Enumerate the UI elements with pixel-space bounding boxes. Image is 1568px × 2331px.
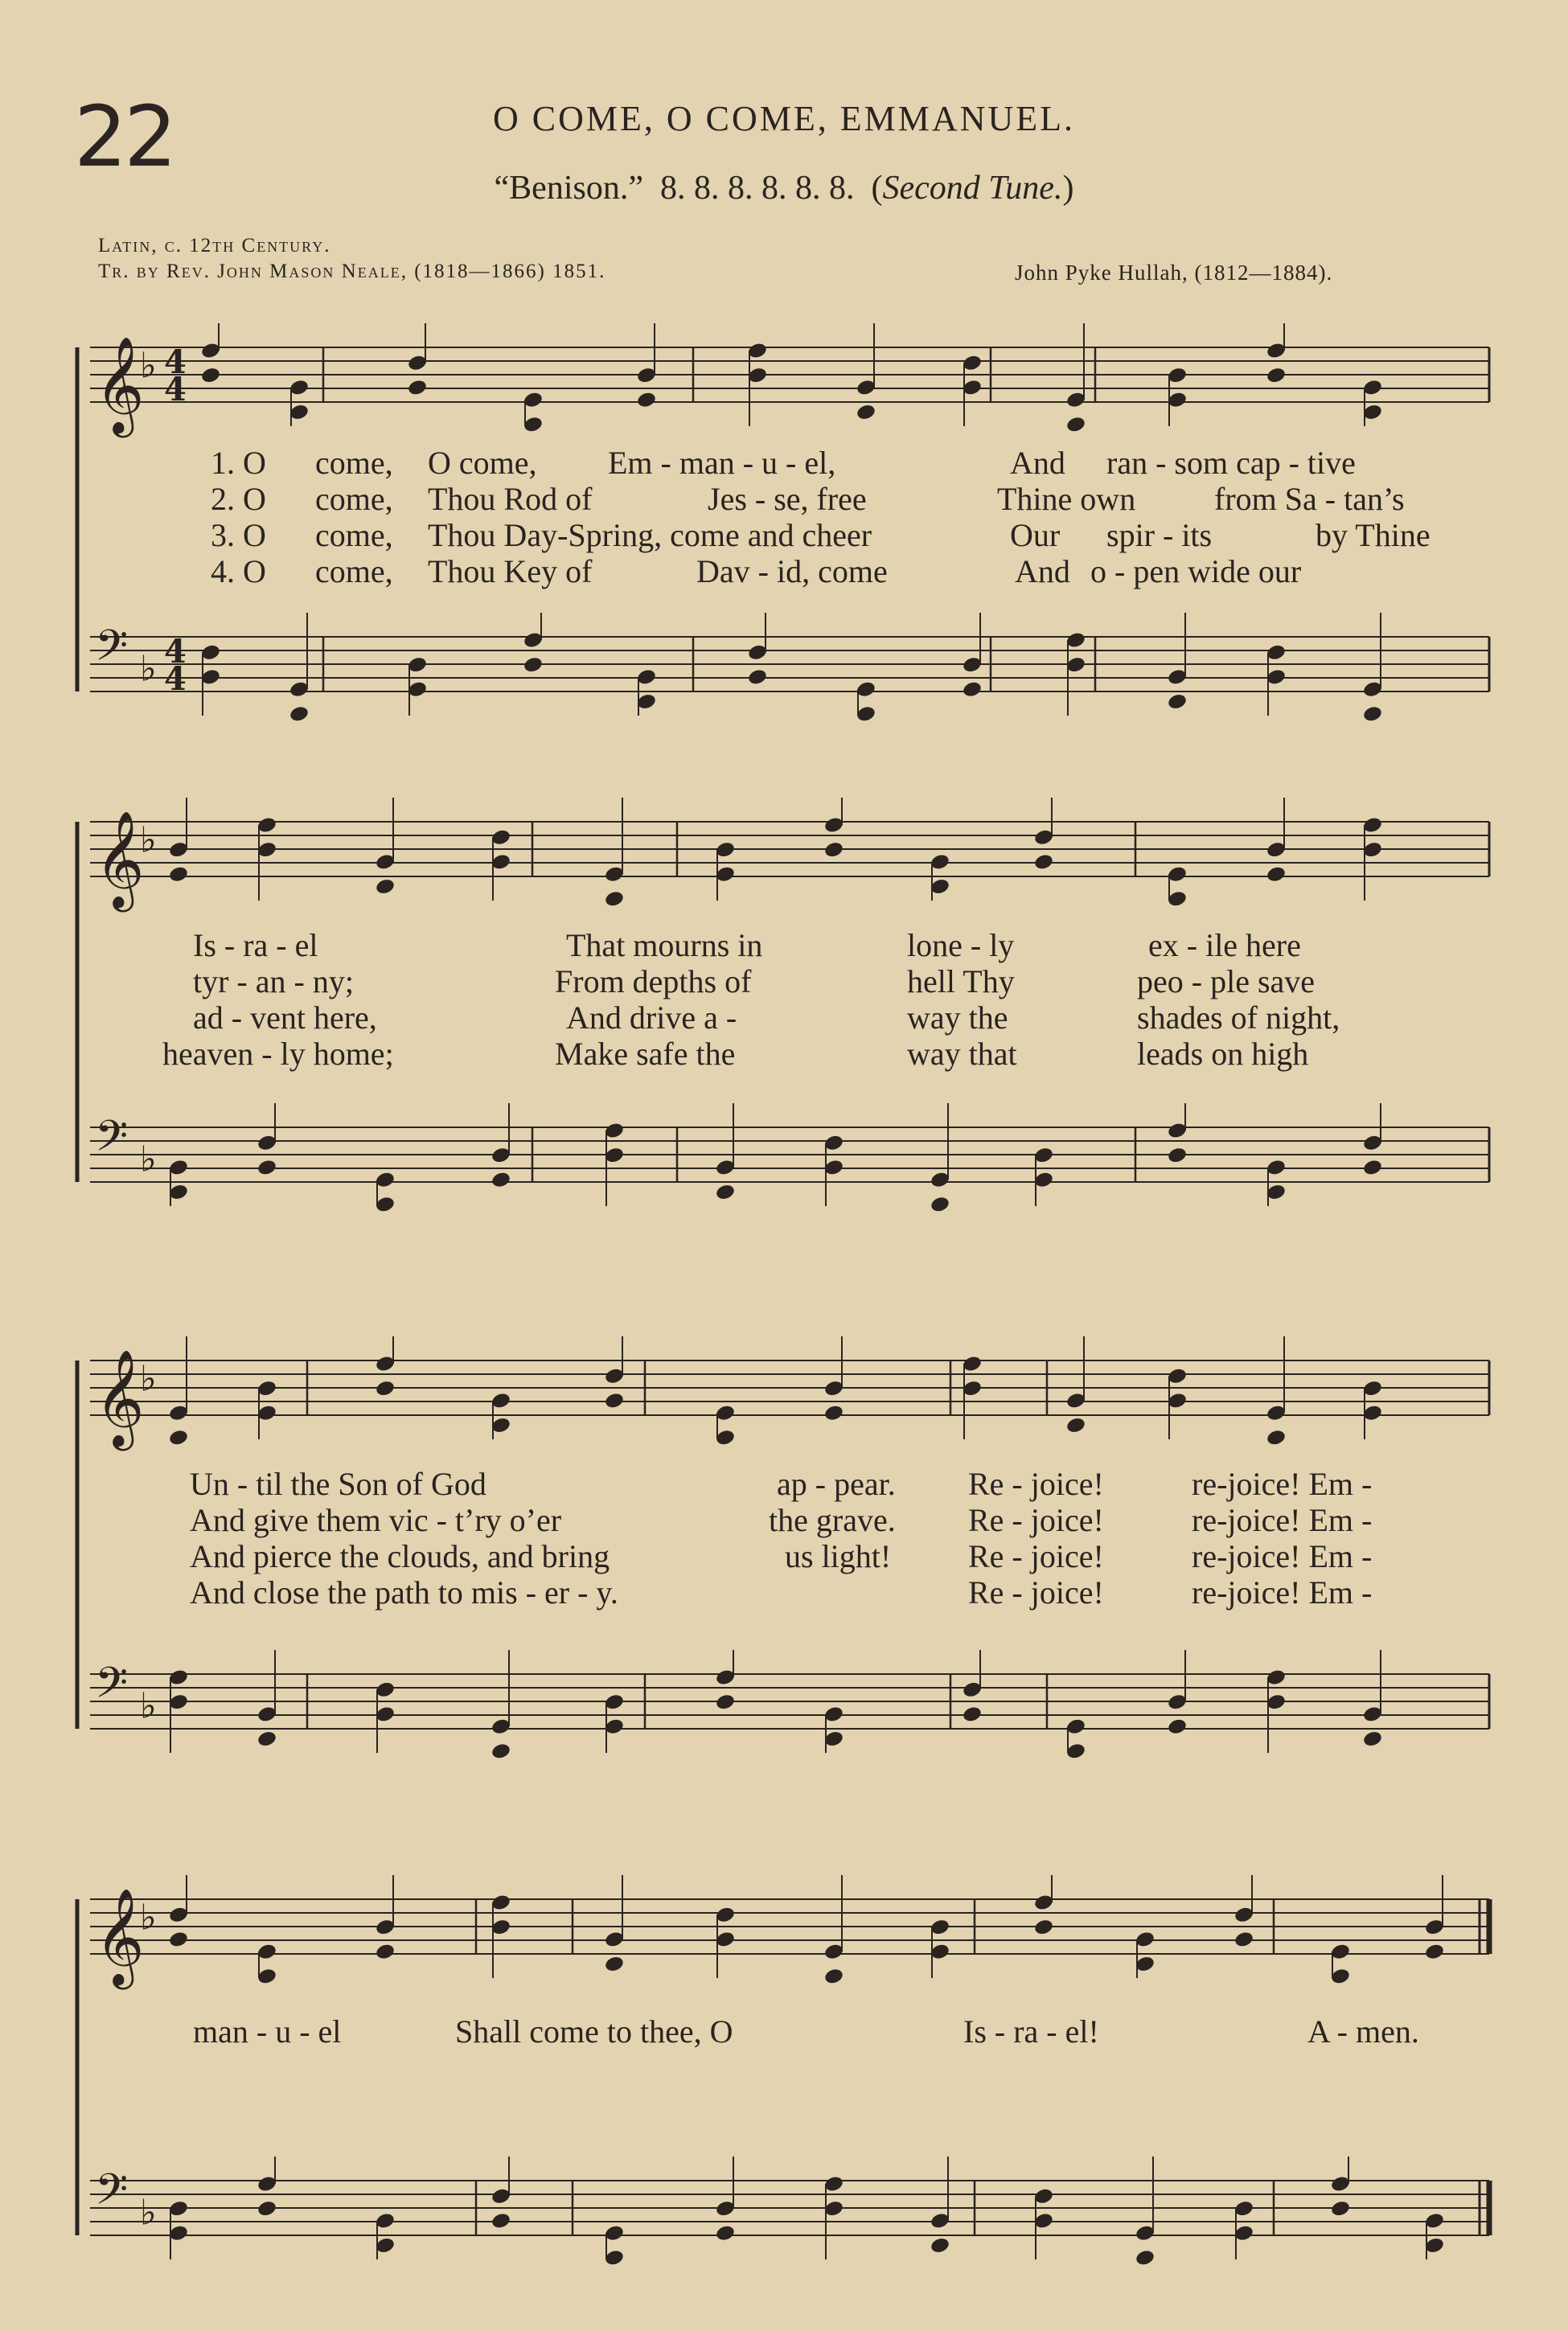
lyric-syllable: o - pen wide our xyxy=(1090,553,1302,589)
lyric-syllable: Un - til the Son of God xyxy=(190,1466,486,1502)
lyric-syllable: And xyxy=(1010,445,1065,481)
lyric-syllable: O come, xyxy=(428,445,537,481)
lyric-syllable: hell Thy xyxy=(907,963,1015,999)
lyric-syllable: Thou Rod of xyxy=(428,481,593,517)
meter: 8. 8. 8. 8. 8. 8. xyxy=(659,170,855,207)
notehead xyxy=(1065,416,1086,434)
lyric-line xyxy=(0,480,1568,517)
lyric-syllable: Shall come to thee, O xyxy=(455,2013,733,2050)
lyric-syllable: leads on high xyxy=(1137,1036,1309,1072)
lyric-syllable: Re - joice! xyxy=(968,1574,1104,1611)
treble-clef: 𝄞 xyxy=(95,810,145,908)
notehead xyxy=(823,1404,844,1422)
lyric-syllable: Re - joice! xyxy=(968,1538,1104,1574)
lyric-syllable: heaven - ly home; xyxy=(162,1036,394,1072)
tune-name: “Benison.” xyxy=(494,170,643,207)
lyric-line xyxy=(0,926,1568,963)
notehead xyxy=(856,403,876,421)
lyric-syllable: man - u - el xyxy=(193,2013,342,2050)
lyric-syllable: And pierce the clouds, and bring xyxy=(190,1538,610,1574)
lyric-line xyxy=(0,516,1568,553)
treble-clef: 𝄞 xyxy=(95,1887,145,1985)
lyric-syllable: ran - som cap - tive xyxy=(1106,445,1356,481)
text-credit-origin: Latin, c. 12th Century. xyxy=(98,235,331,256)
bass-clef: 𝄢 xyxy=(95,1112,129,1172)
flat-key-signature: ♭ xyxy=(140,1139,157,1180)
notehead xyxy=(257,1159,277,1177)
notehead xyxy=(823,1968,844,1986)
notehead xyxy=(168,1931,189,1949)
lyric-syllable: Thine own xyxy=(997,481,1136,517)
lyric-line xyxy=(0,1035,1568,1072)
notehead xyxy=(1362,1159,1383,1177)
time-signature-top: 4 xyxy=(164,343,187,381)
notehead xyxy=(1167,692,1188,711)
lyric-line xyxy=(0,1501,1568,1538)
lyric-syllable: Jes - se, free xyxy=(708,481,867,517)
notehead xyxy=(1266,366,1287,384)
notehead xyxy=(523,655,544,674)
lyric-syllable: way the xyxy=(907,999,1008,1036)
notehead xyxy=(168,865,189,884)
lyric-syllable: re-joice! Em - xyxy=(1192,1574,1373,1611)
notehead xyxy=(491,1742,511,1761)
time-signature-top: 4 xyxy=(164,633,187,671)
notehead xyxy=(962,1705,983,1724)
lyric-syllable: come, xyxy=(315,553,393,589)
lyric-syllable: lone - ly xyxy=(907,927,1015,963)
lyric-syllable: ap - pear. xyxy=(777,1466,896,1502)
lyric-syllable: tyr - an - ny; xyxy=(193,963,354,999)
lyric-syllable: Is - ra - el xyxy=(193,927,318,963)
music-credit: John Pyke Hullah, (1812—1884). xyxy=(1015,261,1333,285)
notehead xyxy=(715,2224,736,2243)
notehead xyxy=(375,877,396,896)
lyric-syllable: Dav - id, come xyxy=(696,553,888,589)
lyric-line xyxy=(0,1465,1568,1502)
time-signature-bottom: 4 xyxy=(164,660,187,698)
lyric-syllable: re-joice! Em - xyxy=(1192,1502,1373,1538)
lyric-syllable: Thou Key of xyxy=(428,553,593,589)
flat-key-signature: ♭ xyxy=(140,1897,157,1939)
tune-note-close: ) xyxy=(1062,170,1074,207)
flat-key-signature: ♭ xyxy=(140,345,157,387)
notehead xyxy=(491,2212,511,2230)
lyric-syllable: the grave. xyxy=(769,1502,896,1538)
flat-key-signature: ♭ xyxy=(140,2192,157,2234)
flat-key-signature: ♭ xyxy=(140,819,157,861)
lyric-syllable: Our xyxy=(1010,517,1061,553)
lyric-syllable: That mourns in xyxy=(566,927,763,963)
notehead xyxy=(1266,1429,1287,1447)
notehead xyxy=(1362,1730,1383,1748)
notehead xyxy=(1362,705,1383,724)
lyric-line xyxy=(0,2013,1568,2050)
lyric-syllable: Thou Day-Spring, come and cheer xyxy=(428,517,872,553)
notehead xyxy=(375,1379,396,1397)
lyric-syllable: Re - joice! xyxy=(968,1466,1104,1502)
tune-note: Second Tune. xyxy=(882,170,1063,207)
lyric-syllable: come, xyxy=(315,517,393,553)
hymn-title: O COME, O COME, EMMANUEL. xyxy=(493,99,1075,138)
lyric-syllable: 4. O xyxy=(211,553,266,589)
lyric-line xyxy=(0,1537,1568,1574)
notehead xyxy=(375,1943,396,1961)
bass-clef: 𝄢 xyxy=(95,1659,129,1719)
lyric-syllable: ad - vent here, xyxy=(193,999,377,1036)
notehead xyxy=(604,890,625,909)
text-credit-translator: Tr. by Rev. John Mason Neale, (1818—1866) 1851. xyxy=(98,261,606,282)
notehead xyxy=(257,2199,277,2218)
lyric-syllable: Make safe the xyxy=(555,1036,736,1072)
bass-clef: 𝄢 xyxy=(95,622,129,682)
lyric-syllable: 3. O xyxy=(211,517,266,553)
notehead xyxy=(715,1693,736,1711)
tune-note-open: ( xyxy=(871,170,883,207)
lyric-syllable: us light! xyxy=(785,1538,892,1574)
notehead xyxy=(1424,1943,1445,1961)
notehead xyxy=(491,1171,511,1189)
notehead xyxy=(200,366,221,384)
notehead xyxy=(1033,853,1054,872)
notehead xyxy=(1167,1717,1188,1736)
notehead xyxy=(1135,2249,1155,2267)
lyric-syllable: And close the path to mis - er - y. xyxy=(190,1574,618,1611)
lyric-syllable: peo - ple save xyxy=(1137,963,1316,999)
lyric-line xyxy=(0,999,1568,1036)
notehead xyxy=(289,705,310,724)
treble-clef: 𝄞 xyxy=(95,335,145,433)
notehead xyxy=(962,680,983,699)
lyric-syllable: And give them vic - t’ry o’er xyxy=(190,1502,562,1538)
lyric-syllable: come, xyxy=(315,481,393,517)
notehead xyxy=(168,1429,189,1447)
lyric-line xyxy=(0,962,1568,999)
flat-key-signature: ♭ xyxy=(140,648,157,690)
notehead xyxy=(930,2236,950,2255)
lyric-syllable: re-joice! Em - xyxy=(1192,1466,1373,1502)
notehead xyxy=(636,391,657,409)
notehead xyxy=(1266,865,1287,884)
notehead xyxy=(257,1730,277,1748)
flat-key-signature: ♭ xyxy=(140,1358,157,1400)
lyric-syllable: From depths of xyxy=(555,963,752,999)
lyric-syllable: 1. O xyxy=(211,445,266,481)
lyric-syllable: re-joice! Em - xyxy=(1192,1538,1373,1574)
notehead xyxy=(747,668,768,687)
lyric-syllable: way that xyxy=(907,1036,1017,1072)
lyric-syllable: come, xyxy=(315,445,393,481)
notehead xyxy=(1233,1931,1254,1949)
notehead xyxy=(715,1183,736,1201)
lyric-line xyxy=(0,1574,1568,1611)
hymn-number: 22 xyxy=(74,88,174,186)
lyric-syllable: Re - joice! xyxy=(968,1502,1104,1538)
time-signature-bottom: 4 xyxy=(164,371,187,408)
lyric-syllable: A - men. xyxy=(1307,2013,1419,2050)
lyric-syllable: 2. O xyxy=(211,481,266,517)
lyric-syllable: And drive a - xyxy=(566,999,737,1036)
lyric-syllable: shades of night, xyxy=(1137,999,1340,1036)
notehead xyxy=(930,1196,950,1214)
lyric-syllable: And xyxy=(1015,553,1070,589)
flat-key-signature: ♭ xyxy=(140,1685,157,1727)
lyric-syllable: ex - ile here xyxy=(1148,927,1301,963)
notehead xyxy=(823,840,844,859)
notehead xyxy=(1330,2199,1351,2218)
bass-clef: 𝄢 xyxy=(95,2165,129,2226)
treble-clef: 𝄞 xyxy=(95,1348,145,1447)
notehead xyxy=(407,379,428,397)
notehead xyxy=(1167,1146,1188,1164)
lyric-syllable: Em - man - u - el, xyxy=(608,445,836,481)
notehead xyxy=(604,1392,625,1410)
notehead xyxy=(604,1955,625,1973)
lyric-line xyxy=(0,444,1568,481)
lyric-line xyxy=(0,552,1568,589)
lyric-syllable: from Sa - tan’s xyxy=(1214,481,1405,517)
notehead xyxy=(1065,1416,1086,1434)
lyric-syllable: Is - ra - el! xyxy=(963,2013,1099,2050)
lyric-syllable: by Thine xyxy=(1316,517,1430,553)
notehead xyxy=(1033,1918,1054,1936)
lyric-syllable: spir - its xyxy=(1106,517,1213,553)
